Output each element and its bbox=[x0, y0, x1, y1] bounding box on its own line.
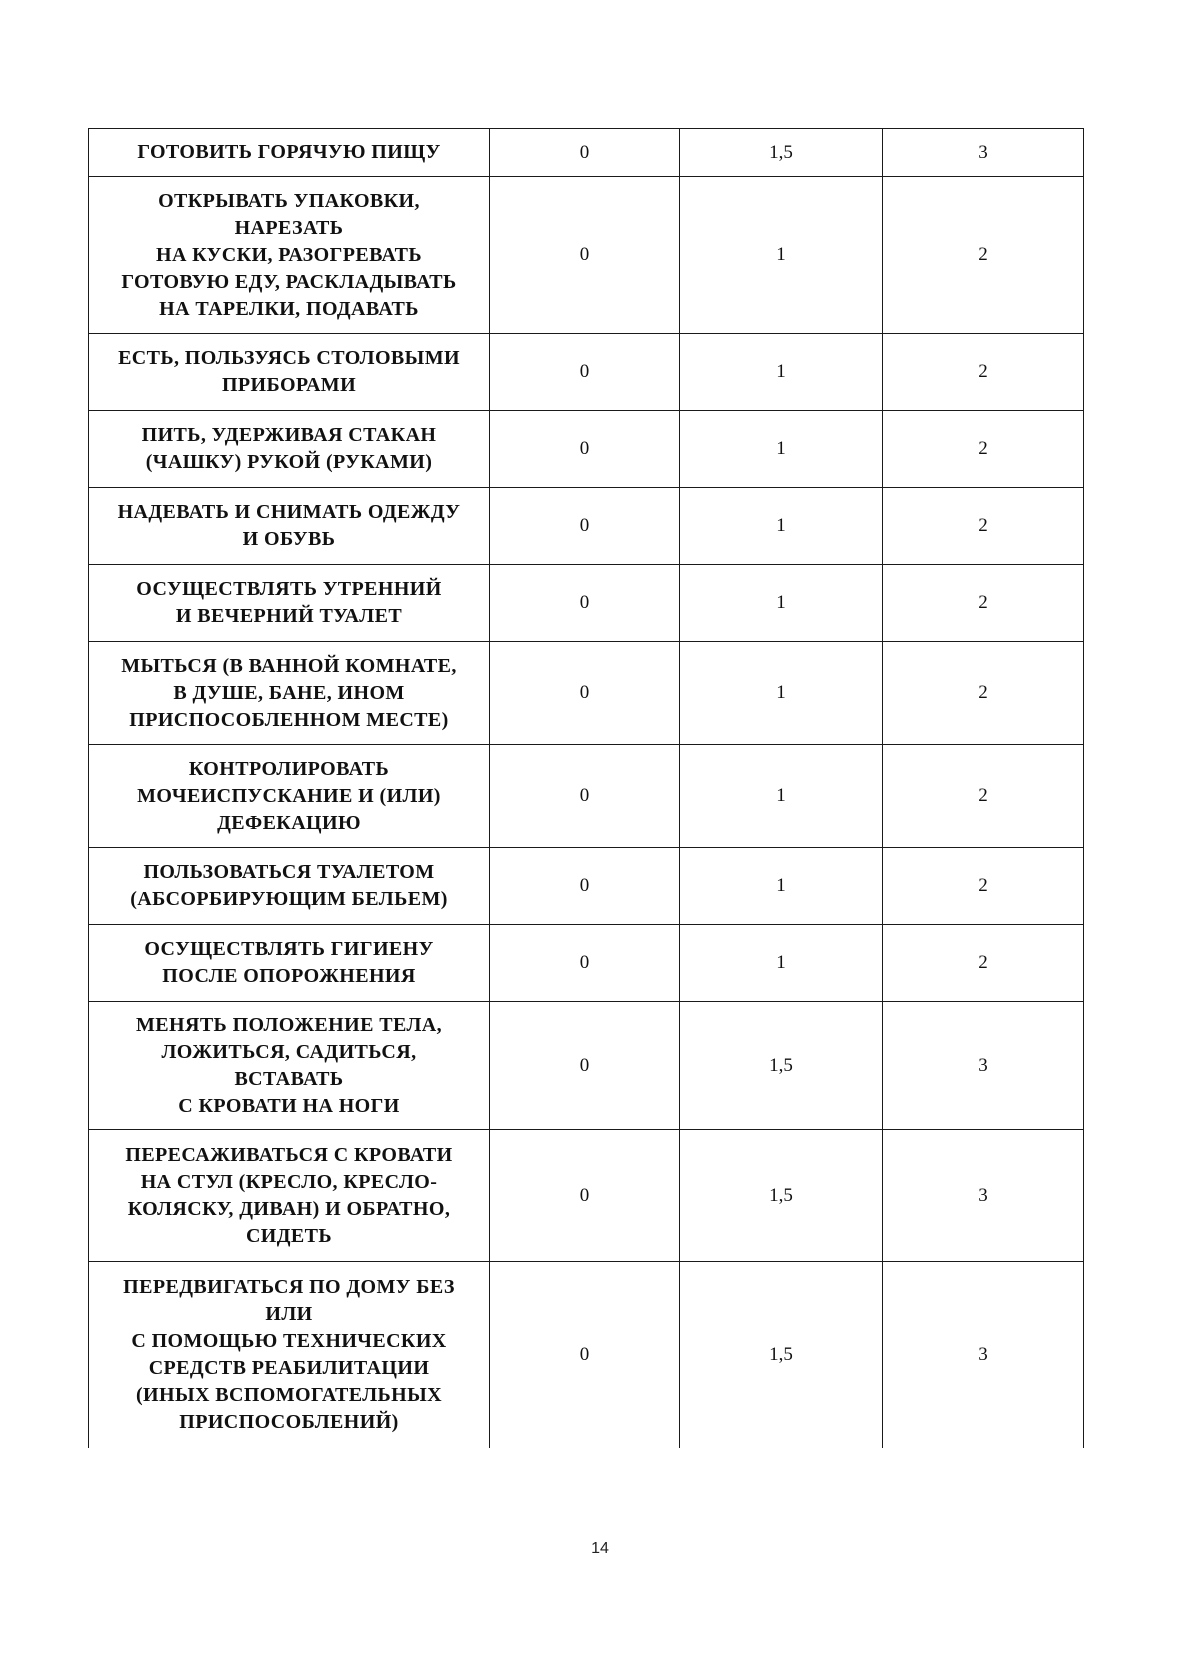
table-row bbox=[89, 565, 1084, 642]
activity-label: КОНТРОЛИРОВАТЬ МОЧЕИСПУСКАНИЕ И (ИЛИ) ДЕФЕКАЦИЮ bbox=[89, 745, 490, 848]
table-row bbox=[89, 1262, 1084, 1448]
score-partial: 1 bbox=[680, 334, 883, 411]
activity-label: МЫТЬСЯ (В ВАННОЙ КОМНАТЕ, В ДУШЕ, БАНЕ, ИНОМ ПРИСПОСОБЛЕННОМ МЕСТЕ) bbox=[89, 642, 490, 745]
table-row bbox=[89, 177, 1084, 334]
score-full: 3 bbox=[883, 1002, 1084, 1130]
score-full: 2 bbox=[883, 848, 1084, 925]
score-none: 0 bbox=[490, 1262, 680, 1448]
score-full: 2 bbox=[883, 642, 1084, 745]
score-none: 0 bbox=[490, 1002, 680, 1130]
score-full: 2 bbox=[883, 177, 1084, 334]
activity-label: МЕНЯТЬ ПОЛОЖЕНИЕ ТЕЛА, ЛОЖИТЬСЯ, САДИТЬСЯ, ВСТАВАТЬ С КРОВАТИ НА НОГИ bbox=[89, 1002, 490, 1130]
score-full: 2 bbox=[883, 488, 1084, 565]
score-none: 0 bbox=[490, 565, 680, 642]
score-partial: 1 bbox=[680, 642, 883, 745]
score-none: 0 bbox=[490, 642, 680, 745]
score-full: 3 bbox=[883, 1130, 1084, 1262]
score-partial: 1 bbox=[680, 411, 883, 488]
score-partial: 1,5 bbox=[680, 1262, 883, 1448]
table-row bbox=[89, 488, 1084, 565]
table-row bbox=[89, 411, 1084, 488]
table-row bbox=[89, 642, 1084, 745]
activity-label: ГОТОВИТЬ ГОРЯЧУЮ ПИЩУ bbox=[89, 129, 490, 177]
activity-label: ПЕРЕСАЖИВАТЬСЯ С КРОВАТИ НА СТУЛ (КРЕСЛО, КРЕСЛО- КОЛЯСКУ, ДИВАН) И ОБРАТНО, СИДЕТЬ bbox=[89, 1130, 490, 1262]
activity-label: ОСУЩЕСТВЛЯТЬ ГИГИЕНУ ПОСЛЕ ОПОРОЖНЕНИЯ bbox=[89, 925, 490, 1002]
score-partial: 1 bbox=[680, 565, 883, 642]
score-full: 3 bbox=[883, 1262, 1084, 1448]
score-partial: 1,5 bbox=[680, 1002, 883, 1130]
score-none: 0 bbox=[490, 177, 680, 334]
score-full: 2 bbox=[883, 411, 1084, 488]
score-full: 2 bbox=[883, 745, 1084, 848]
table-row bbox=[89, 848, 1084, 925]
table-row bbox=[89, 1002, 1084, 1130]
score-none: 0 bbox=[490, 745, 680, 848]
score-partial: 1 bbox=[680, 745, 883, 848]
score-partial: 1 bbox=[680, 177, 883, 334]
activity-score-table bbox=[88, 128, 1084, 1448]
page-number: 14 bbox=[591, 1540, 609, 1557]
score-none: 0 bbox=[490, 848, 680, 925]
score-none: 0 bbox=[490, 129, 680, 177]
activity-label: ПЕРЕДВИГАТЬСЯ ПО ДОМУ БЕЗ ИЛИ С ПОМОЩЬЮ ТЕХНИЧЕСКИХ СРЕДСТВ РЕАБИЛИТАЦИИ (ИНЫХ ВСПОМОГАТЕЛЬНЫХ ПРИСПОСОБЛЕНИЙ) bbox=[89, 1262, 490, 1448]
score-full: 2 bbox=[883, 565, 1084, 642]
table-row bbox=[89, 925, 1084, 1002]
score-none: 0 bbox=[490, 925, 680, 1002]
score-partial: 1 bbox=[680, 488, 883, 565]
score-partial: 1 bbox=[680, 848, 883, 925]
score-none: 0 bbox=[490, 334, 680, 411]
activity-label: ПОЛЬЗОВАТЬСЯ ТУАЛЕТОМ (АБСОРБИРУЮЩИМ БЕЛЬЕМ) bbox=[89, 848, 490, 925]
table-row bbox=[89, 745, 1084, 848]
table-row bbox=[89, 1130, 1084, 1262]
activity-label: ОТКРЫВАТЬ УПАКОВКИ, НАРЕЗАТЬ НА КУСКИ, РАЗОГРЕВАТЬ ГОТОВУЮ ЕДУ, РАСКЛАДЫВАТЬ НА ТАРЕЛКИ, ПОДАВАТЬ bbox=[89, 177, 490, 334]
score-full: 3 bbox=[883, 129, 1084, 177]
score-none: 0 bbox=[490, 1130, 680, 1262]
activity-label: ЕСТЬ, ПОЛЬЗУЯСЬ СТОЛОВЫМИ ПРИБОРАМИ bbox=[89, 334, 490, 411]
score-full: 2 bbox=[883, 925, 1084, 1002]
activity-label: ОСУЩЕСТВЛЯТЬ УТРЕННИЙ И ВЕЧЕРНИЙ ТУАЛЕТ bbox=[89, 565, 490, 642]
score-none: 0 bbox=[490, 488, 680, 565]
score-none: 0 bbox=[490, 411, 680, 488]
score-partial: 1 bbox=[680, 925, 883, 1002]
score-partial: 1,5 bbox=[680, 129, 883, 177]
score-partial: 1,5 bbox=[680, 1130, 883, 1262]
table-body bbox=[89, 129, 1084, 1448]
score-full: 2 bbox=[883, 334, 1084, 411]
activity-label: НАДЕВАТЬ И СНИМАТЬ ОДЕЖДУ И ОБУВЬ bbox=[89, 488, 490, 565]
activity-label: ПИТЬ, УДЕРЖИВАЯ СТАКАН (ЧАШКУ) РУКОЙ (РУКАМИ) bbox=[89, 411, 490, 488]
table-row bbox=[89, 129, 1084, 177]
table-row bbox=[89, 334, 1084, 411]
